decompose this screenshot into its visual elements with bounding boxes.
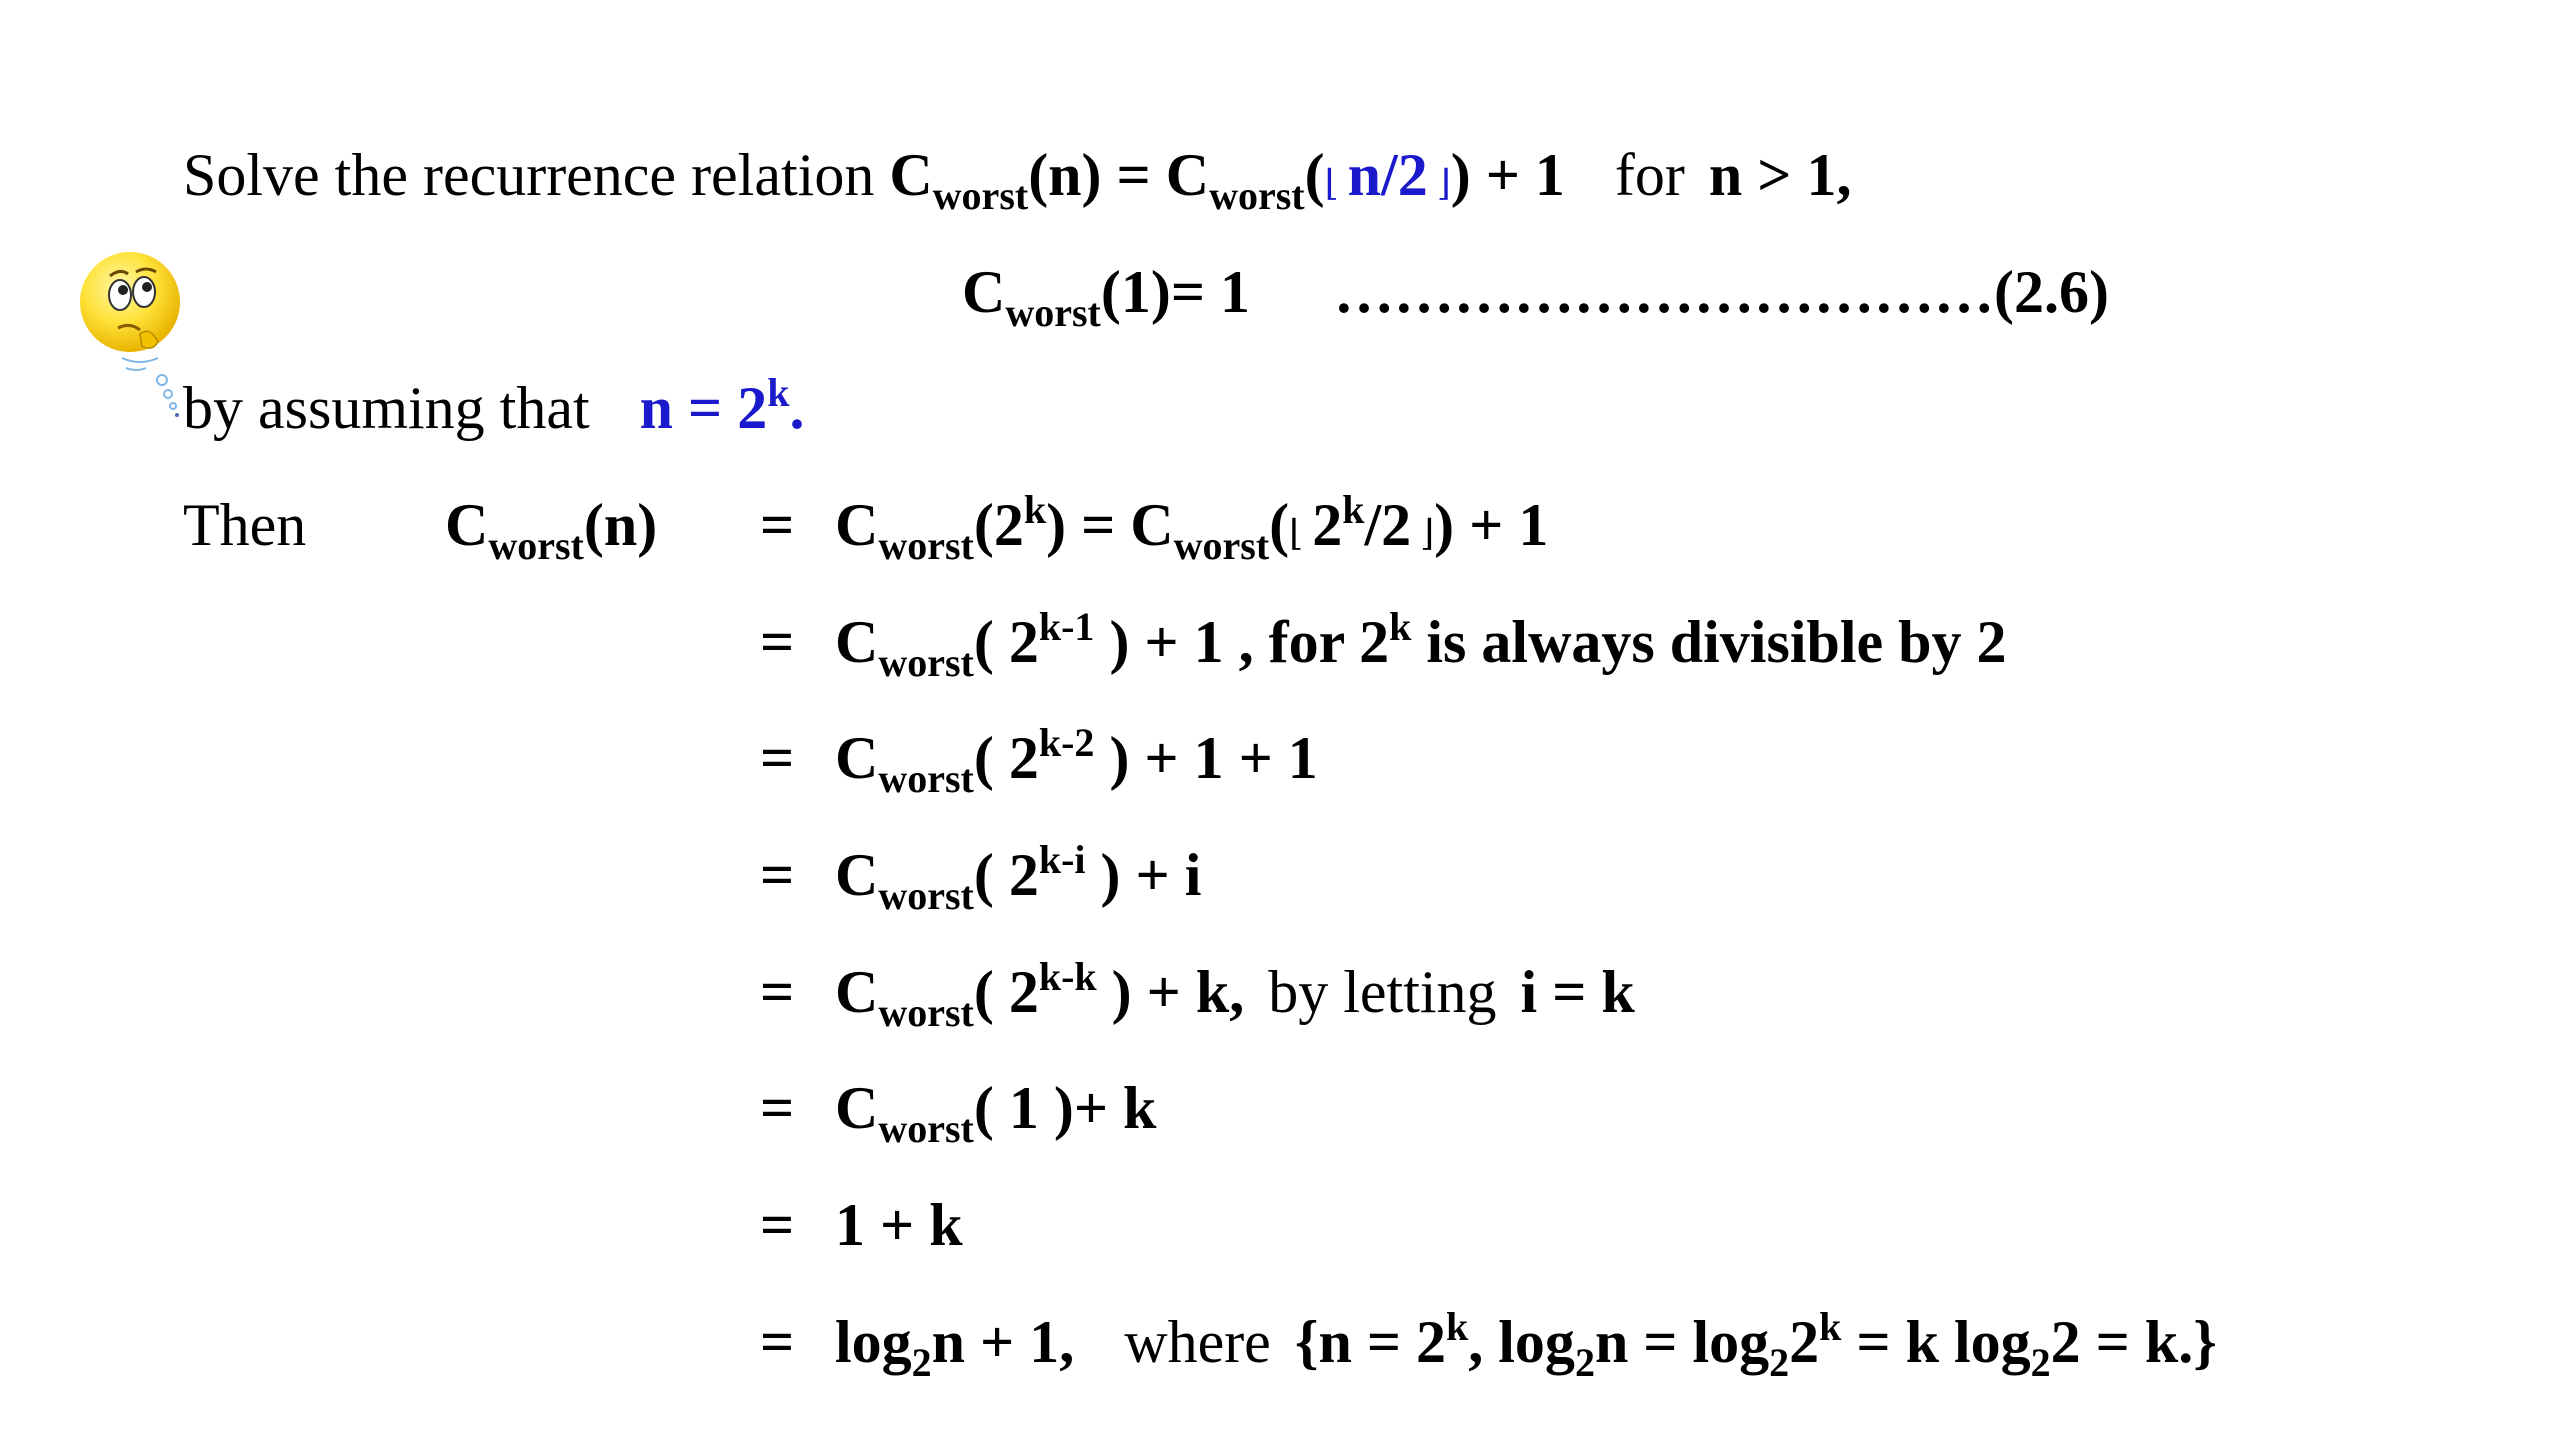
floor-right-bracket: ⌋ bbox=[1427, 163, 1451, 203]
worst-subscript: worst bbox=[1005, 290, 1101, 335]
equals-sign: = bbox=[760, 959, 795, 1025]
math-token: k-2 bbox=[1038, 720, 1095, 765]
math-token: 2 bbox=[911, 1340, 932, 1385]
floor-left-bracket: ⌊ bbox=[1324, 163, 1348, 203]
derivation-row bbox=[835, 1192, 963, 1258]
derivation-row bbox=[835, 604, 2007, 685]
close-plus-one: ) + 1 bbox=[1450, 142, 1565, 208]
math-token: = k log bbox=[1841, 1309, 2031, 1375]
equals-sign: = bbox=[760, 842, 795, 908]
math-token: C bbox=[835, 725, 879, 791]
math-token: k bbox=[1446, 1304, 1469, 1349]
math-token: n = log bbox=[1594, 1309, 1770, 1375]
equals-sign: = bbox=[760, 1309, 795, 1375]
then-label: Then bbox=[183, 492, 307, 558]
math-token: log bbox=[835, 1309, 912, 1375]
equals-sign: = bbox=[1101, 142, 1166, 208]
c-symbol: C bbox=[445, 492, 489, 558]
worst-subscript: worst bbox=[1209, 173, 1305, 218]
math-token: is always divisible by 2 bbox=[1411, 609, 2007, 675]
math-token: C bbox=[835, 1075, 879, 1141]
math-token: worst bbox=[1173, 523, 1270, 568]
problem-statement-line bbox=[183, 142, 1852, 218]
math-token: k bbox=[1023, 487, 1047, 532]
c-symbol: C bbox=[1165, 142, 1210, 208]
n-argument: (n) bbox=[1028, 142, 1102, 208]
math-token: 2 bbox=[2030, 1340, 2051, 1385]
equals-sign: = bbox=[760, 1192, 795, 1258]
derivation-row bbox=[835, 837, 1202, 918]
math-token: worst bbox=[878, 873, 974, 918]
math-token: ) + i bbox=[1085, 842, 1202, 908]
math-token: ) + k, bbox=[1096, 959, 1245, 1025]
math-token: (2 bbox=[973, 492, 1024, 558]
math-token: , log bbox=[1468, 1309, 1575, 1375]
for-word: for bbox=[1614, 142, 1685, 208]
math-token: /2 bbox=[1364, 492, 1412, 558]
open-paren: ( bbox=[1304, 142, 1325, 208]
math-token: n + 1, bbox=[931, 1309, 1075, 1375]
equation-number: ……………………………(2.6) bbox=[1334, 259, 2109, 325]
assume-exponent: k bbox=[767, 370, 790, 415]
derivation-row bbox=[835, 1304, 2217, 1385]
derivation-lhs bbox=[445, 492, 658, 568]
math-token: k bbox=[1389, 604, 1412, 649]
math-token: ) + 1 bbox=[1434, 492, 1549, 558]
math-token: C bbox=[835, 842, 879, 908]
math-token: 2 = k.} bbox=[2050, 1309, 2217, 1375]
math-token: worst bbox=[878, 523, 974, 568]
equals-sign: = bbox=[760, 725, 795, 791]
math-token: k bbox=[1819, 1304, 1842, 1349]
math-token: 2 bbox=[1312, 492, 1343, 558]
math-token: ⌋ bbox=[1411, 513, 1435, 553]
math-token: k bbox=[1342, 487, 1365, 532]
c-symbol: C bbox=[962, 259, 1006, 325]
math-token: ( 2 bbox=[973, 842, 1039, 908]
derivation-row bbox=[835, 720, 1318, 801]
math-token: k-k bbox=[1038, 954, 1097, 999]
math-token: 2 bbox=[1789, 1309, 1820, 1375]
math-token: ( 1 )+ k bbox=[973, 1075, 1157, 1141]
math-token: by letting bbox=[1268, 959, 1497, 1025]
base-case-arg: (1)= 1 bbox=[1100, 259, 1251, 325]
n-over-2: n/2 bbox=[1347, 142, 1428, 208]
derivation-row bbox=[835, 487, 1549, 568]
math-token: 2 bbox=[1769, 1340, 1790, 1385]
math-token: ( 2 bbox=[973, 725, 1039, 791]
math-token: ( bbox=[1269, 492, 1290, 558]
assume-text: by assuming that bbox=[183, 375, 590, 441]
assumption-line bbox=[183, 370, 805, 441]
math-token: 1 + k bbox=[835, 1192, 963, 1258]
math-token: worst bbox=[878, 990, 974, 1035]
math-token: ( 2 bbox=[973, 959, 1039, 1025]
math-token: k-1 bbox=[1038, 604, 1095, 649]
worst-subscript: worst bbox=[488, 523, 584, 568]
equals-sign: = bbox=[760, 609, 795, 675]
equals-sign: = bbox=[760, 492, 795, 558]
math-token: where bbox=[1124, 1309, 1271, 1375]
math-token: ⌊ bbox=[1289, 513, 1313, 553]
equals-sign: = bbox=[760, 1075, 795, 1141]
math-token: ) = bbox=[1046, 492, 1131, 558]
assume-period: . bbox=[789, 375, 805, 441]
intro-text: Solve the recurrence relation bbox=[183, 142, 890, 208]
worst-subscript: worst bbox=[932, 173, 1029, 218]
math-token: worst bbox=[878, 756, 974, 801]
derivation-row bbox=[835, 954, 1635, 1035]
math-token: {n = 2 bbox=[1294, 1309, 1447, 1375]
math-token: C bbox=[1130, 492, 1174, 558]
math-token: 2 bbox=[1574, 1340, 1595, 1385]
math-token: worst bbox=[878, 640, 974, 685]
math-token: ( 2 bbox=[973, 609, 1039, 675]
lhs-argument: (n) bbox=[583, 492, 658, 558]
math-token: ) + 1 , for 2 bbox=[1094, 609, 1390, 675]
math-token: worst bbox=[878, 1106, 974, 1151]
math-token: C bbox=[835, 959, 879, 1025]
c-symbol: C bbox=[889, 142, 933, 208]
math-token: ) + 1 + 1 bbox=[1094, 725, 1318, 791]
derivation-row bbox=[835, 1075, 1157, 1151]
assume-expr: n = 2 bbox=[639, 375, 768, 441]
base-case-line bbox=[962, 259, 2109, 335]
math-token: i = k bbox=[1520, 959, 1635, 1025]
math-token: C bbox=[835, 492, 879, 558]
math-token: k-i bbox=[1038, 837, 1086, 882]
math-token: C bbox=[835, 609, 879, 675]
condition: n > 1, bbox=[1708, 142, 1852, 208]
